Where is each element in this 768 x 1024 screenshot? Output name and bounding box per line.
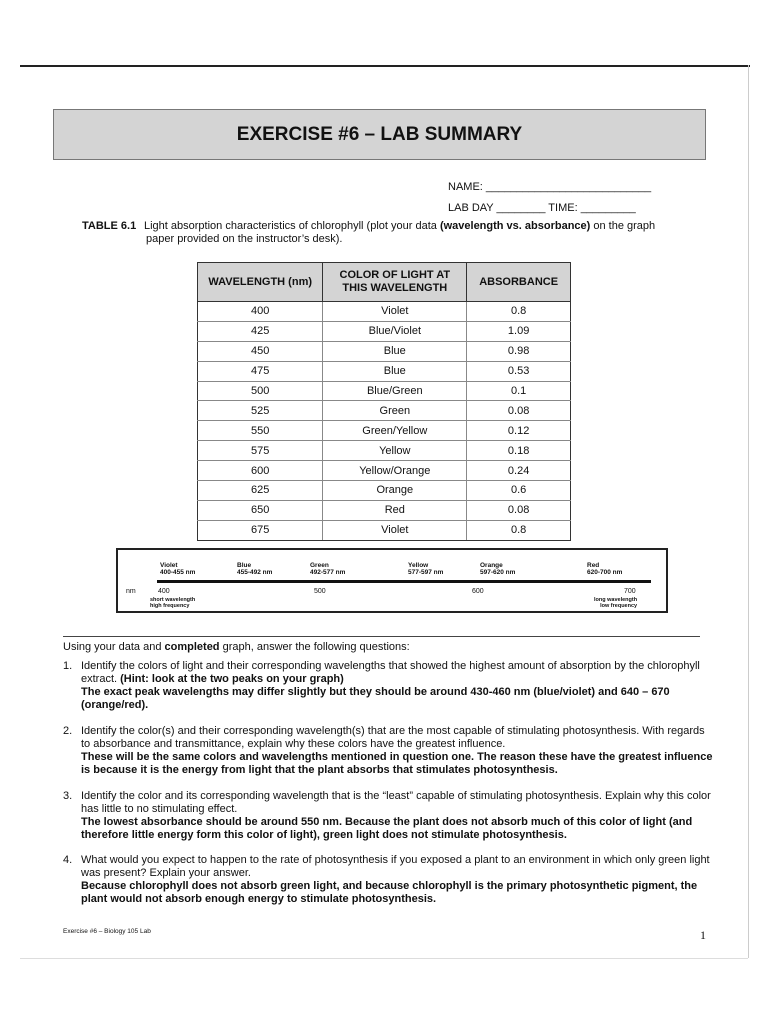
absorbance-cell: 0.53 — [467, 361, 571, 381]
question-4 — [63, 854, 713, 906]
table-header-row — [198, 263, 571, 302]
note-line: low frequency — [600, 603, 638, 609]
band-range: 400-455 nm — [160, 569, 196, 576]
color-cell: Yellow/Orange — [323, 461, 467, 481]
intro-text-after: graph, answer the following questions: — [219, 641, 410, 653]
wavelength-cell: 500 — [198, 381, 323, 401]
color-cell: Violet — [323, 302, 467, 322]
wavelength-cell: 625 — [198, 481, 323, 501]
spectrum-tick: 600 — [472, 588, 484, 595]
absorbance-cell: 0.24 — [467, 461, 571, 481]
question-number: 3. — [63, 790, 73, 802]
question-number: 1. — [63, 660, 73, 672]
band-name: Violet — [160, 562, 178, 569]
spectrum-band-orange — [480, 562, 515, 576]
spectrum-band-violet — [160, 562, 195, 576]
absorbance-cell: 0.98 — [467, 341, 571, 361]
color-cell: Blue — [323, 341, 467, 361]
question-answer: These will be the same colors and wavelengths mentioned in question one. The reason these have the greatest influence is because it is the energy from light that the plant absorbs that stimulates photosynthesis. — [81, 751, 713, 776]
caption-bold: (wavelength vs. absorbance) — [439, 220, 591, 232]
table-row — [198, 341, 571, 361]
wavelength-cell: 575 — [198, 441, 323, 461]
wavelength-cell: 675 — [198, 520, 323, 540]
band-range: 577-597 nm — [408, 569, 444, 576]
note-line: short wavelength — [150, 597, 196, 603]
absorbance-cell: 0.08 — [467, 500, 571, 520]
table-row — [198, 321, 571, 341]
spectrum-band-yellow — [408, 562, 443, 576]
question-number: 2. — [63, 725, 73, 737]
table-row — [198, 441, 571, 461]
spectrum-left-note — [150, 597, 195, 609]
spectrum-band-blue — [237, 562, 272, 576]
wavelength-cell: 400 — [198, 302, 323, 322]
band-range: 620-700 nm — [587, 569, 623, 576]
note-line: high frequency — [150, 603, 190, 609]
absorption-table — [197, 262, 571, 541]
bottom-rule — [20, 958, 748, 959]
question-number: 4. — [63, 854, 73, 866]
table-label: TABLE 6.1 — [82, 220, 137, 232]
spectrum-axis-line — [157, 580, 651, 583]
color-cell: Blue/Green — [323, 381, 467, 401]
spectrum-tick: 400 — [158, 588, 170, 595]
band-range: 597-620 nm — [480, 569, 516, 576]
questions-intro — [63, 641, 410, 653]
wavelength-cell: 550 — [198, 421, 323, 441]
band-name: Red — [587, 562, 600, 569]
absorbance-cell: 1.09 — [467, 321, 571, 341]
band-range: 455-492 nm — [237, 569, 273, 576]
page-title: EXERCISE #6 – LAB SUMMARY — [53, 109, 706, 160]
question-3 — [63, 790, 713, 842]
absorbance-cell: 0.08 — [467, 401, 571, 421]
table-row — [198, 361, 571, 381]
wavelength-cell: 425 — [198, 321, 323, 341]
absorbance-cell: 0.8 — [467, 302, 571, 322]
wavelength-cell: 450 — [198, 341, 323, 361]
color-cell: Green/Yellow — [323, 421, 467, 441]
note-line: long wavelength — [594, 597, 638, 603]
intro-bold: completed — [164, 641, 220, 653]
color-cell: Red — [323, 500, 467, 520]
header-absorbance: ABSORBANCE — [467, 263, 571, 302]
spectrum-unit: nm — [126, 588, 136, 595]
spectrum-tick: 700 — [624, 588, 636, 595]
wavelength-cell: 650 — [198, 500, 323, 520]
question-text: What would you expect to happen to the rate of photosynthesis if you exposed a plant to an environment in which only green light was present? Explain your answer. — [81, 854, 710, 879]
question-text — [63, 660, 713, 686]
caption-line2: paper provided on the instructor’s desk). — [146, 233, 343, 245]
question-prompt: Identify the colors of light and their corresponding wavelengths that showed the highest amount of absorption by the chlorophyll extract. — [81, 660, 700, 685]
table-row — [198, 461, 571, 481]
table-row — [198, 401, 571, 421]
question-answer: The lowest absorbance should be around 550 nm. Because the plant does not absorb much of this color of light (and therefore little energy form this color of light), green light does not stimulate photosynthesis. — [81, 816, 693, 841]
question-text: Identify the color and its corresponding wavelength that is the “least” capable of stimulating photosynthesis. Explain why this color has little to no stimulating effect. — [81, 790, 711, 815]
color-cell: Orange — [323, 481, 467, 501]
absorbance-cell: 0.1 — [467, 381, 571, 401]
intro-text: Using your data and — [63, 641, 165, 653]
band-name: Orange — [480, 562, 503, 569]
absorbance-cell: 0.12 — [467, 421, 571, 441]
name-field: NAME: ___________________________ — [448, 181, 652, 193]
question-hint: (Hint: look at the two peaks on your graph) — [117, 673, 344, 685]
question-text: Identify the color(s) and their corresponding wavelength(s) that are the most capable of stimulating photosynthesis. With regards to absorbance and transmittance, explain why these colors have the greatest influence. — [81, 725, 705, 750]
table-row — [198, 381, 571, 401]
top-rule — [20, 65, 750, 67]
question-answer: The exact peak wavelengths may differ slightly but they should be around 430-460 nm (blue/violet) and 640 – 670 (orange/red). — [81, 686, 670, 711]
question-2 — [63, 725, 713, 777]
color-cell: Blue/Violet — [323, 321, 467, 341]
header-color: COLOR OF LIGHT AT THIS WAVELENGTH — [323, 263, 467, 302]
right-rule — [748, 65, 749, 958]
wavelength-cell: 600 — [198, 461, 323, 481]
table-row — [198, 520, 571, 540]
spectrum-tick: 500 — [314, 588, 326, 595]
table-row — [198, 481, 571, 501]
band-range: 492-577 nm — [310, 569, 346, 576]
header-wavelength: WAVELENGTH (nm) — [198, 263, 323, 302]
lab-day-time-field: LAB DAY ________ TIME: _________ — [448, 202, 636, 214]
color-cell: Yellow — [323, 441, 467, 461]
table-caption — [82, 220, 712, 246]
question-1 — [63, 660, 713, 712]
spectrum-band-red — [587, 562, 622, 576]
light-spectrum-diagram — [116, 548, 668, 613]
table-row — [198, 302, 571, 322]
spectrum-right-note — [594, 597, 637, 609]
color-cell: Violet — [323, 520, 467, 540]
band-name: Yellow — [408, 562, 429, 569]
color-cell: Blue — [323, 361, 467, 381]
caption-text-after: on the graph — [590, 220, 656, 232]
wavelength-cell: 525 — [198, 401, 323, 421]
page-footer: Exercise #6 – Biology 105 Lab — [63, 928, 151, 935]
absorbance-cell: 0.6 — [467, 481, 571, 501]
band-name: Green — [310, 562, 329, 569]
color-cell: Green — [323, 401, 467, 421]
section-divider — [63, 636, 700, 637]
page-number: 1 — [700, 928, 706, 942]
band-name: Blue — [237, 562, 252, 569]
absorbance-cell: 0.18 — [467, 441, 571, 461]
caption-text: Light absorption characteristics of chlorophyll (plot your data — [144, 220, 440, 232]
wavelength-cell: 475 — [198, 361, 323, 381]
question-answer: Because chlorophyll does not absorb green light, and because chlorophyll is the primary photosynthetic pigment, the plant would not absorb enough energy to stimulate photosynthesis. — [81, 880, 698, 905]
spectrum-band-green — [310, 562, 345, 576]
table-row — [198, 500, 571, 520]
absorbance-cell: 0.8 — [467, 520, 571, 540]
table-row — [198, 421, 571, 441]
